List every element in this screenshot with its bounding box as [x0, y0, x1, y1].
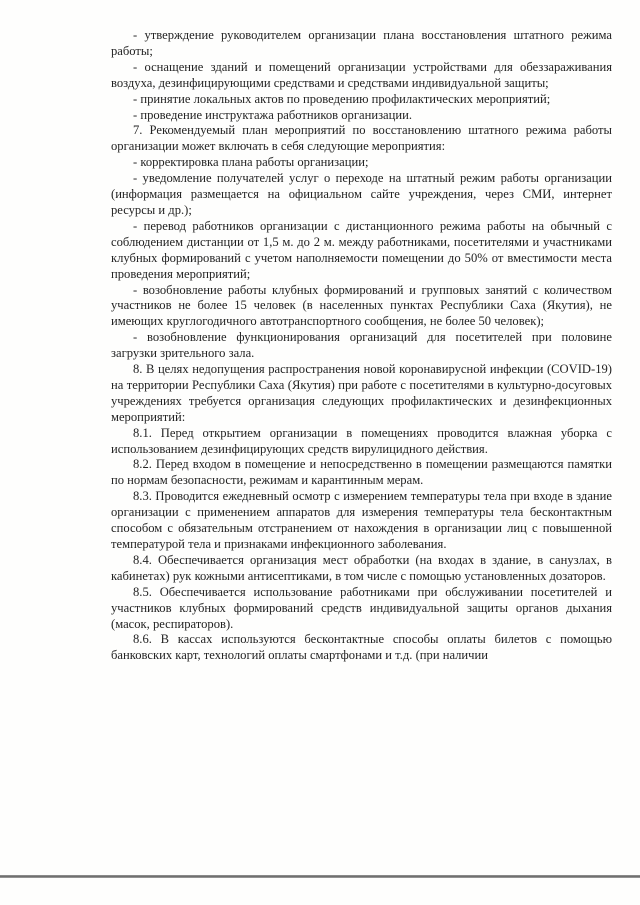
paragraph: - возобновление работы клубных формирований и групповых занятий с количеством участников не более 15 человек (в населенных пунктах Республики Саха (Якутия), не имеющих круглогодичного автотранспортного сообщения, не более 50 человек);	[111, 282, 612, 329]
paragraph: - оснащение зданий и помещений организации устройствами для обеззараживания воздуха, дезинфицирующими средствами и средствами индивидуальной защиты;	[111, 59, 612, 90]
paragraph: 8.1. Перед открытием организации в помещениях проводится влажная уборка с использованием дезинфицирующих средств вирулицидного действия.	[111, 425, 612, 456]
paragraph: - уведомление получателей услуг о переходе на штатный режим работы организации (информация размещается на официальном сайте учреждения, через СМИ, интернет ресурсы и др.);	[111, 171, 612, 217]
paragraph: - перевод работников организации с дистанционного режима работы на обычный с соблюдением дистанции от 1,5 м. до 2 м. между работниками, посетителями и участниками клубных формирований с учетом наполняемости помещении до 50% от вместимости места проведения мероприятий;	[111, 218, 612, 281]
document-body	[111, 28, 612, 664]
paragraph: - утверждение руководителем организации плана восстановления штатного режима работы;	[111, 28, 612, 58]
paragraph: 7. Рекомендуемый план мероприятий по восстановлению штатного режима работы организации может включать в себя следующие мероприятия:	[111, 123, 612, 154]
paragraph: 8.4. Обеспечивается организация мест обработки (на входах в здание, в санузлах, в кабинетах) рук кожными антисептиками, в том числе с помощью установленных дозаторов.	[111, 552, 612, 583]
scan-edge-line	[0, 875, 640, 878]
paragraph: - корректировка плана работы организации;	[133, 155, 369, 170]
paragraph: 8.5. Обеспечивается использование работниками при обслуживании посетителей и участников клубных формирований средств индивидуальной защиты органов дыхания (масок, респираторов).	[111, 584, 612, 631]
paragraph: - возобновление функционирования организаций для посетителей при половине загрузки зрительного зала.	[111, 330, 612, 361]
paragraph: - принятие локальных актов по проведению профилактических мероприятий;	[133, 91, 551, 106]
paragraph: 8.3. Проводится ежедневный осмотр с измерением температуры тела при входе в здание организации с применением аппаратов для измерения температуры тела бесконтактным способом с обязательным отстранением от нахождения в организации лиц с повышенной температурой тела и признаками инфекционного заболевания.	[111, 489, 612, 551]
paragraph: 8.2. Перед входом в помещение и непосредственно в помещении размещаются памятки по нормам безопасности, режимам и карантинным мерам.	[111, 457, 612, 488]
paragraph: 8.6. В кассах используются бесконтактные способы оплаты билетов с помощью банковских карт, технологий оплаты смартфонами и т.д. (при наличии	[111, 632, 612, 663]
paragraph: - проведение инструктажа работников организации.	[133, 107, 413, 122]
paragraph: 8. В целях недопущения распространения новой коронавирусной инфекции (COVID-19) на территории Республики Саха (Якутия) при работе с посетителями в культурно-досуговых учреждениях требуется организация следующих профилактических и дезинфекционных мероприятий:	[111, 362, 612, 424]
